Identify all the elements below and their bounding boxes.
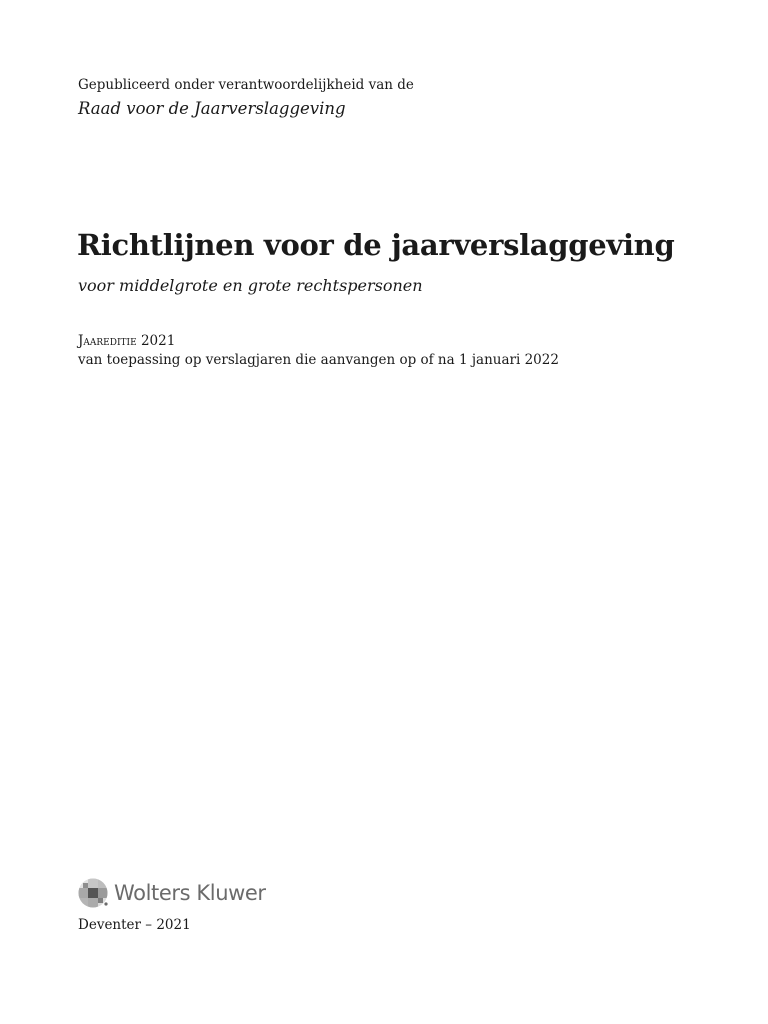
edition-line (78, 333, 175, 350)
responsible-body-text: Raad voor de Jaarverslaggeving (78, 99, 346, 118)
edition-year: 2021 (140, 333, 176, 349)
imprint-text: Deventer – 2021 (78, 917, 191, 933)
edition-scope-text: van toepassing op verslagjaren die aanvangen op of na 1 januari 2022 (78, 352, 559, 368)
wolters-kluwer-logo-icon (78, 878, 108, 908)
published-under-text: Gepubliceerd onder verantwoordelijkheid van de (78, 77, 414, 93)
publisher-logo (78, 878, 266, 908)
book-title: Richtlijnen voor de jaarverslaggeving (77, 228, 675, 262)
book-subtitle: voor middelgrote en grote rechtspersonen (78, 276, 423, 295)
publisher-name: Wolters Kluwer (114, 881, 266, 905)
edition-label: Jaareditie (78, 333, 137, 349)
